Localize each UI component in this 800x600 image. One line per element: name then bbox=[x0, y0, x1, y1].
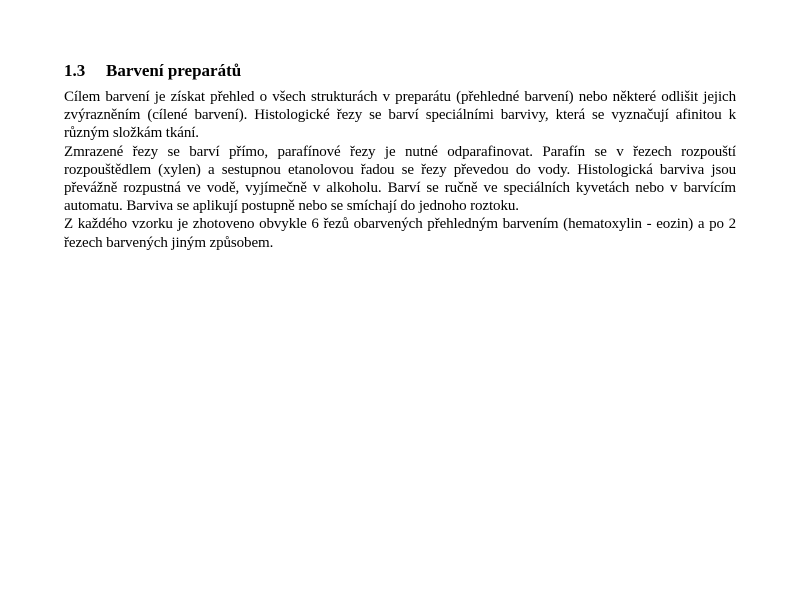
paragraph-sample-sections: Z každého vzorku je zhotoveno obvykle 6 řezů obarvených přehledným barvením (hematoxylin - eozin) a po 2 řezech barvených jiným způsobem. bbox=[64, 216, 736, 251]
section-body bbox=[64, 88, 736, 252]
section-number: 1.3 bbox=[64, 61, 86, 80]
paragraph-staining-purpose: Cílem barvení je získat přehled o všech strukturách v preparátu (přehledné barvení) nebo některé odlišit jejich zvýrazněním (cílené barvení). Histologické řezy se barví speciálními barvivy, která se vyznačují afinitou k různým složkám tkání. bbox=[64, 89, 736, 142]
paragraph-staining-procedure: Zmrazené řezy se barví přímo, parafínové řezy je nutné odparafinovat. Parafín se v řezech rozpouští rozpouštědlem (xylen) a sestupnou etanolovou řadou se řezy převedou do vody. Histologická barviva jsou převážně rozpustná ve vodě, vyjímečně v alkoholu. Barví se ručně ve speciálních kyvetách nebo v barvícím automatu. Barviva se aplikují postupně nebo se smíchají do jednoho roztoku. bbox=[64, 143, 736, 215]
document-page bbox=[64, 0, 736, 600]
section-heading bbox=[64, 60, 241, 82]
section-title: Barvení preparátů bbox=[106, 61, 242, 80]
